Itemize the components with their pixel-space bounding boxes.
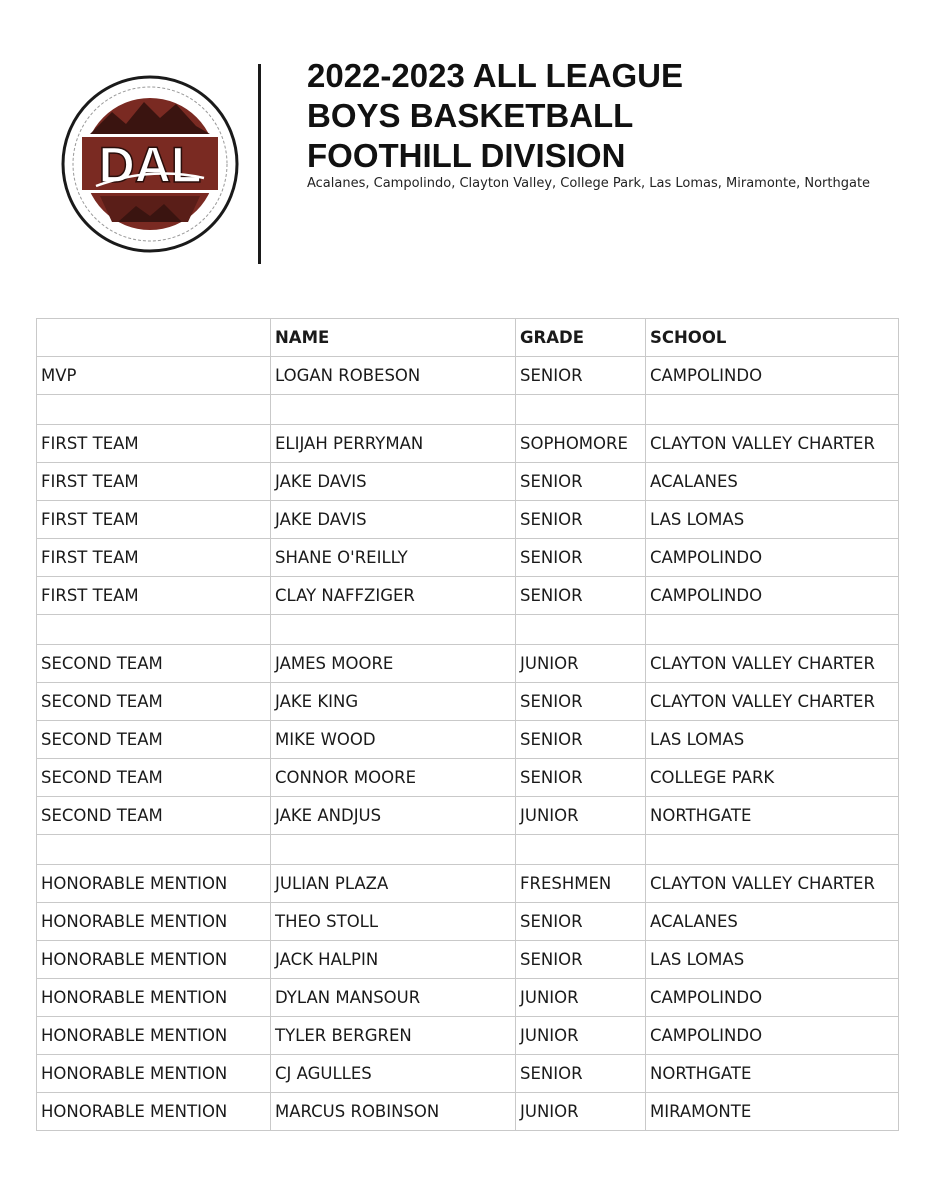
cell-award: SECOND TEAM (37, 645, 271, 683)
cell-grade: JUNIOR (516, 797, 646, 835)
table-row (37, 1055, 899, 1093)
table-row (37, 721, 899, 759)
title-line-1: 2022-2023 ALL LEAGUE (307, 57, 683, 94)
cell-name: SHANE O'REILLY (271, 539, 516, 577)
cell-school: CAMPOLINDO (646, 539, 899, 577)
cell-name: TYLER BERGREN (271, 1017, 516, 1055)
cell-award: MVP (37, 357, 271, 395)
cell-school: LAS LOMAS (646, 721, 899, 759)
cell-school: CAMPOLINDO (646, 577, 899, 615)
cell-grade: SENIOR (516, 577, 646, 615)
cell-grade: SENIOR (516, 1055, 646, 1093)
header-divider (258, 64, 261, 264)
logo-text: DAL (98, 137, 202, 193)
cell-name (271, 835, 516, 865)
cell-school: LAS LOMAS (646, 501, 899, 539)
cell-grade: SENIOR (516, 501, 646, 539)
cell-award: FIRST TEAM (37, 463, 271, 501)
cell-name: MARCUS ROBINSON (271, 1093, 516, 1131)
cell-grade: SENIOR (516, 357, 646, 395)
cell-name: JULIAN PLAZA (271, 865, 516, 903)
cell-school: CAMPOLINDO (646, 1017, 899, 1055)
table-row (37, 683, 899, 721)
cell-grade: SENIOR (516, 539, 646, 577)
table-row (37, 1093, 899, 1131)
cell-award: SECOND TEAM (37, 721, 271, 759)
cell-grade: SOPHOMORE (516, 425, 646, 463)
cell-grade (516, 835, 646, 865)
cell-grade: SENIOR (516, 463, 646, 501)
cell-name: JAKE DAVIS (271, 501, 516, 539)
table-row (37, 941, 899, 979)
cell-school: NORTHGATE (646, 797, 899, 835)
table-row (37, 759, 899, 797)
cell-school (646, 395, 899, 425)
cell-school: COLLEGE PARK (646, 759, 899, 797)
cell-name: DYLAN MANSOUR (271, 979, 516, 1017)
cell-name: LOGAN ROBESON (271, 357, 516, 395)
cell-name: ELIJAH PERRYMAN (271, 425, 516, 463)
dal-logo-icon (60, 74, 240, 254)
column-header-award (37, 319, 271, 357)
cell-name (271, 395, 516, 425)
cell-name: JAKE DAVIS (271, 463, 516, 501)
cell-school: CLAYTON VALLEY CHARTER (646, 865, 899, 903)
cell-school: LAS LOMAS (646, 941, 899, 979)
cell-award (37, 395, 271, 425)
cell-school: ACALANES (646, 463, 899, 501)
column-header-grade: GRADE (516, 319, 646, 357)
cell-grade: JUNIOR (516, 645, 646, 683)
cell-school: ACALANES (646, 903, 899, 941)
cell-award: HONORABLE MENTION (37, 1093, 271, 1131)
table-row (37, 979, 899, 1017)
cell-grade: JUNIOR (516, 1093, 646, 1131)
cell-award: HONORABLE MENTION (37, 979, 271, 1017)
cell-grade: SENIOR (516, 903, 646, 941)
schools-list: Acalanes, Campolindo, Clayton Valley, College Park, Las Lomas, Miramonte, Northgate (307, 176, 871, 191)
cell-grade: SENIOR (516, 683, 646, 721)
spacer-row (37, 395, 899, 425)
table-row (37, 1017, 899, 1055)
cell-name: CLAY NAFFZIGER (271, 577, 516, 615)
cell-grade (516, 395, 646, 425)
cell-award: FIRST TEAM (37, 577, 271, 615)
page-title (307, 56, 683, 176)
league-logo (60, 74, 240, 254)
table-header-row (37, 319, 899, 357)
cell-school: CAMPOLINDO (646, 979, 899, 1017)
title-line-2: BOYS BASKETBALL (307, 97, 634, 134)
spacer-row (37, 615, 899, 645)
cell-grade: SENIOR (516, 759, 646, 797)
cell-award: HONORABLE MENTION (37, 1055, 271, 1093)
cell-grade: SENIOR (516, 721, 646, 759)
cell-grade (516, 615, 646, 645)
cell-name (271, 615, 516, 645)
cell-grade: JUNIOR (516, 1017, 646, 1055)
table-row (37, 539, 899, 577)
cell-award: FIRST TEAM (37, 501, 271, 539)
cell-school: CLAYTON VALLEY CHARTER (646, 425, 899, 463)
cell-award: HONORABLE MENTION (37, 865, 271, 903)
table-row (37, 357, 899, 395)
cell-name: THEO STOLL (271, 903, 516, 941)
cell-school: MIRAMONTE (646, 1093, 899, 1131)
cell-school (646, 615, 899, 645)
cell-grade: SENIOR (516, 941, 646, 979)
table-row (37, 865, 899, 903)
cell-award: FIRST TEAM (37, 539, 271, 577)
table-row (37, 425, 899, 463)
table-row (37, 501, 899, 539)
cell-grade: FRESHMEN (516, 865, 646, 903)
cell-award (37, 835, 271, 865)
cell-name: JAMES MOORE (271, 645, 516, 683)
cell-name: CONNOR MOORE (271, 759, 516, 797)
cell-school (646, 835, 899, 865)
spacer-row (37, 835, 899, 865)
cell-school: CAMPOLINDO (646, 357, 899, 395)
column-header-school: SCHOOL (646, 319, 899, 357)
table-row (37, 577, 899, 615)
cell-award: FIRST TEAM (37, 425, 271, 463)
cell-grade: JUNIOR (516, 979, 646, 1017)
cell-award: SECOND TEAM (37, 797, 271, 835)
column-header-name: NAME (271, 319, 516, 357)
cell-name: JACK HALPIN (271, 941, 516, 979)
table-row (37, 463, 899, 501)
table-row (37, 903, 899, 941)
cell-school: CLAYTON VALLEY CHARTER (646, 645, 899, 683)
cell-name: JAKE ANDJUS (271, 797, 516, 835)
table-row (37, 797, 899, 835)
cell-name: MIKE WOOD (271, 721, 516, 759)
cell-school: CLAYTON VALLEY CHARTER (646, 683, 899, 721)
cell-award: SECOND TEAM (37, 759, 271, 797)
cell-award: HONORABLE MENTION (37, 1017, 271, 1055)
cell-name: CJ AGULLES (271, 1055, 516, 1093)
title-line-3: FOOTHILL DIVISION (307, 137, 626, 174)
table-row (37, 645, 899, 683)
cell-award (37, 615, 271, 645)
cell-school: NORTHGATE (646, 1055, 899, 1093)
cell-award: HONORABLE MENTION (37, 903, 271, 941)
cell-award: SECOND TEAM (37, 683, 271, 721)
cell-name: JAKE KING (271, 683, 516, 721)
all-league-table (36, 318, 899, 1131)
cell-award: HONORABLE MENTION (37, 941, 271, 979)
